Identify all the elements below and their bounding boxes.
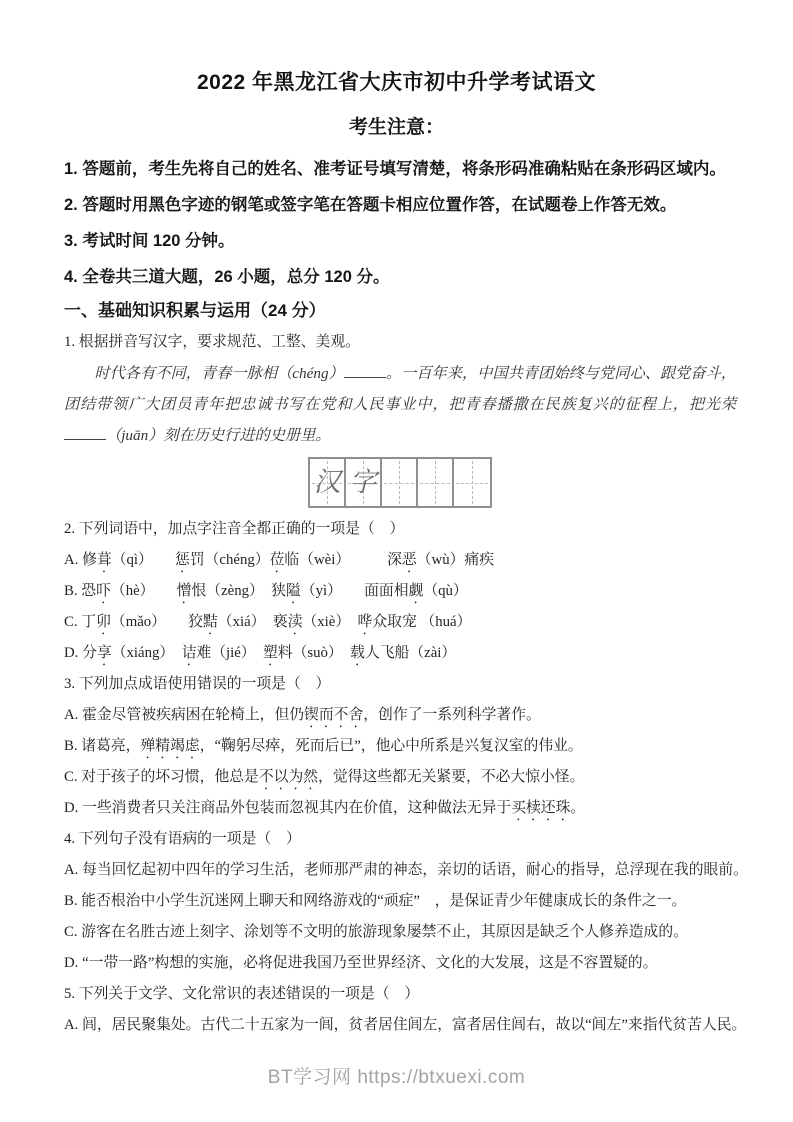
q5-option-a: A. 闾，居民聚集处。古代二十五家为一闾，贫者居住闾左，富者居住闾右，故以“闾左”来指代贫苦人民。	[64, 1017, 747, 1033]
notice-list	[64, 151, 745, 295]
q1-stem: 1. 根据拼音写汉字，要求规范、工整、美观。	[64, 334, 360, 350]
q3-option-c: C. 对于孩子的坏习惯，他总是不以为然，觉得这些都无关紧要，不必大惊小怪。	[64, 769, 585, 785]
q1-passage: 时代各有不同，青春一脉相（chéng） 。一百年来，中国共青团始终与党同心、跟党奋斗，团结带领广大团员青年把忠诚书写在党和人民事业中，把青春播撒在民族复兴的征程上，把光荣（juān）刻在历史行进的史册里。	[64, 365, 737, 444]
section-1-heading: 一、基础知识积累与运用（24 分）	[64, 301, 326, 320]
q2-option-b: B. 恐吓（hè） 憎恨（zèng） 狭隘（yì） 面面相觑（qù）	[64, 583, 468, 599]
notice-item-3: 3. 考试时间 120 分钟。	[64, 232, 235, 250]
hanzi-practice-grid	[64, 457, 736, 508]
watermark: BT学习网 https://btxuexi.com	[267, 1067, 526, 1088]
grid-cell-4	[418, 459, 454, 506]
grid-cell-1	[310, 459, 346, 506]
q4-option-b: B. 能否根治中小学生沉迷网上聊天和网络游戏的“顽症” ，是保证青少年健康成长的条件之一。	[64, 893, 687, 909]
q2-stem: 2. 下列词语中，加点字注音全都正确的一项是（ ）	[64, 521, 405, 537]
page-title: 2022 年黑龙江省大庆市初中升学考试语文	[196, 71, 597, 94]
notice-heading: 考生注意：	[348, 117, 444, 138]
grid-cell-2	[346, 459, 382, 506]
notice-item-1: 1. 答题前，考生先将自己的姓名、准考证号填写清楚，将条形码准确粘贴在条形码区域内。	[64, 160, 726, 178]
q3-option-a: A. 霍金尽管被疾病困在轮椅上，但仍锲而不舍，创作了一系列科学著作。	[64, 707, 541, 723]
q4-stem: 4. 下列句子没有语病的一项是（ ）	[64, 831, 301, 847]
q3-stem: 3. 下列加点成语使用错误的一项是（ ）	[64, 676, 331, 692]
grid-cell-3	[382, 459, 418, 506]
grid-cell-text: 字	[349, 467, 377, 497]
grid-cell-5	[454, 459, 490, 506]
q4-option-d: D. “一带一路”构想的实施，必将促进我国乃至世界经济、文化的大发展，这是不容置疑的。	[64, 955, 658, 971]
grid-cell-text: 汉	[313, 467, 341, 497]
q3-option-d: D. 一些消费者只关注商品外包装而忽视其内在价值，这种做法无异于买椟还珠。	[64, 800, 586, 816]
q2-option-c: C. 丁卯（mǎo） 狡黠（xiá） 亵渎（xiè） 哗众取宠 （huá）	[64, 614, 472, 630]
q2-option-d: D. 分享（xiáng） 诘难（jié） 塑料（suò） 载人飞船（zài）	[64, 645, 457, 661]
q2-option-a: A. 修葺（qì） 惩罚（chéng）莅临（wèi） 深恶（wù）痛疾	[64, 552, 495, 568]
notice-item-2: 2. 答题时用黑色字迹的钢笔或签字笔在答题卡相应位置作答，在试题卷上作答无效。	[64, 196, 677, 214]
q5-stem: 5. 下列关于文学、文化常识的表述错误的一项是（ ）	[64, 986, 420, 1002]
question-area	[64, 514, 748, 1041]
notice-item-4: 4. 全卷共三道大题，26 小题，总分 120 分。	[64, 268, 390, 286]
grid-box	[308, 457, 492, 508]
q4-option-c: C. 游客在名胜古迹上刻字、涂划等不文明的旅游现象屡禁不止，其原因是缺乏个人修养造成的。	[64, 924, 688, 940]
q4-option-a: A. 每当回忆起初中四年的学习生活，老师那严肃的神态，亲切的话语，耐心的指导，总浮现在我的眼前。	[64, 862, 748, 878]
q3-option-b: B. 诸葛亮，殚精竭虑，“鞠躬尽瘁，死而后已”，他心中所系是兴复汉室的伟业。	[64, 738, 583, 754]
